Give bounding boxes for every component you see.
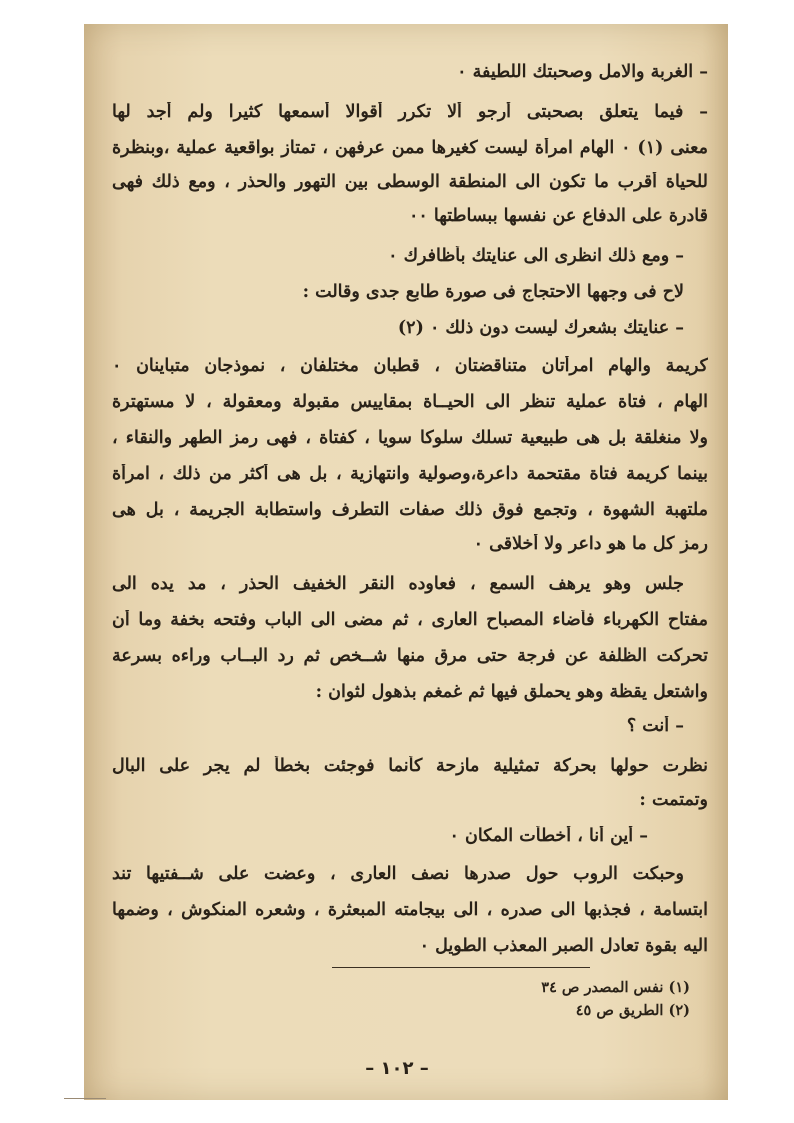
scan-edge-mark <box>64 1098 106 1099</box>
text-line: – الغربة والامل وصحبتك اللطيفة ٠ <box>457 62 708 82</box>
text-line: ابتسامة ، فجذبها الى صدره ، الى بيجامته المبعثرة ، وشعره المنكوش ، وضمها <box>112 900 708 920</box>
text-line: – أين أنا ، أخطأت المكان ٠ <box>449 826 648 846</box>
text-line: وتمتمت : <box>639 790 708 810</box>
page-number: – ١٠٢ – <box>365 1058 429 1079</box>
text-line: معنى (١) ٠ الهام امرأة ليست كغيرها ممن عرفهن ، تمتاز بواقعية عملية ،وبنظرة <box>112 138 708 158</box>
text-line: – عنايتك بشعرك ليست دون ذلك ٠ (٢) <box>397 318 684 338</box>
text-line: الهام ، فتاة عملية تنظر الى الحيــاة بمقاييس مقبولة ومعقولة ، لا مستهترة <box>112 392 708 412</box>
text-line: كريمة والهام امرأتان متناقضتان ، قطبان مختلفان ، نموذجان متباينان ٠ <box>112 356 708 376</box>
text-line: قادرة على الدفاع عن نفسها ببساطتها ٠٠ <box>408 206 708 226</box>
text-line: بينما كريمة فتاة مقتحمة داعرة،وصولية وانتهازية ، بل هى أكثر من ذلك ، امرأة <box>112 464 708 484</box>
text-line: نظرت حولها بحركة تمثيلية مازحة كأنما فوجئت بخطأ لم يجر على البال <box>112 756 708 776</box>
text-line: – ومع ذلك انظرى الى عنايتك بأظافرك ٠ <box>388 246 684 266</box>
footnote: (٢) الطريق ص ٤٥ <box>575 1002 690 1019</box>
text-line: رمز كل ما هو داعر ولا أخلاقى ٠ <box>473 534 708 554</box>
text-line: ولا منغلقة بل هى طبيعية تسلك سلوكا سويا ، كفتاة ، فهى رمز الطهر والنقاء ، <box>112 428 708 448</box>
text-line: – فيما يتعلق بصحبتى أرجو ألا تكرر أقوالا أسمعها كثيرا ولم أجد لها <box>112 102 708 122</box>
footnote: (١) نفس المصدر ص ٣٤ <box>541 979 690 996</box>
text-line: جلس وهو يرهف السمع ، فعاوده النقر الخفيف الحذر ، مد يده الى <box>112 574 684 594</box>
text-line: اليه بقوة تعادل الصبر المعذب الطويل ٠ <box>419 936 708 956</box>
text-line: ملتهبة الشهوة ، وتجمع فوق ذلك صفات التطرف واستطابة الجريمة ، بل هى <box>112 500 708 520</box>
text-line: مفتاح الكهرباء فأضاء المصباح العارى ، ثم مضى الى الباب وفتحه بخفة وما أن <box>112 610 708 630</box>
text-line: واشتعل يقظة وهو يحملق فيها ثم غمغم بذهول لثوان : <box>315 682 708 702</box>
footnotes <box>440 976 690 1022</box>
text-line: للحياة أقرب ما تكون الى المنطقة الوسطى بين التهور والحذر ، ومع ذلك فهى <box>112 172 708 192</box>
footnote-separator <box>332 967 590 968</box>
text-line: وحبكت الروب حول صدرها نصف العارى ، وعضت على شــفتيها تند <box>112 864 684 884</box>
text-line: لاح فى وجهها الاحتجاج فى صورة طابع جدى وقالت : <box>302 282 684 302</box>
text-line: تحركت الظلفة عن فرجة حتى مرق منها شــخص ثم رد البــاب وراءه بسرعة <box>112 646 708 666</box>
text-line: – أنت ؟ <box>626 716 684 736</box>
